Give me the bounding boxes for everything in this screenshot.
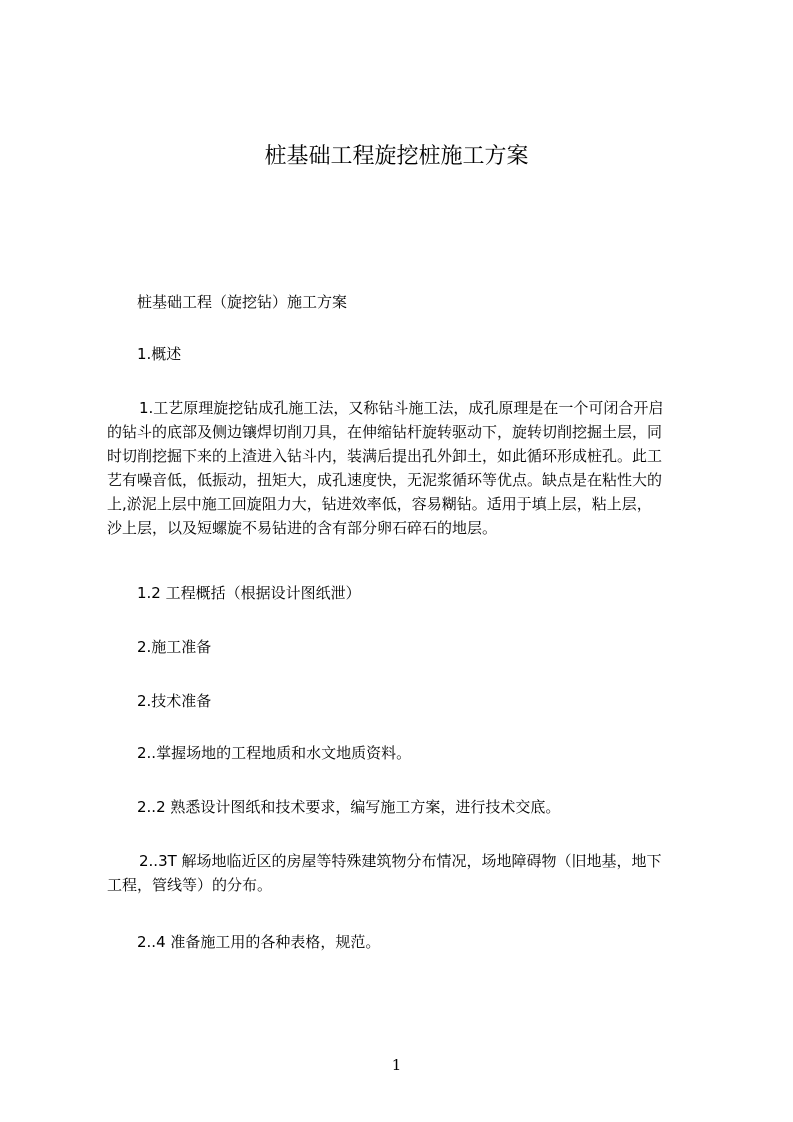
document-title: 桩基础工程旋挖桩施工方案 [264, 144, 529, 169]
paragraph-heading-scheme: 桩基础工程（旋挖钻）施工方案 [137, 293, 348, 311]
text-line: 上,淤泥上层中施工回旋阻力大，钻进效率低，容易糊钻。适用于填上层，粘上层， [107, 495, 652, 513]
text-line: 沙上层，以及短螺旋不易钻进的含有部分卵石碎石的地层。 [107, 519, 498, 537]
section-overview-heading: 1.概述 [137, 345, 182, 363]
section-construction-prep: 2.施工准备 [137, 638, 212, 656]
page-number: 1 [391, 1056, 402, 1074]
section-project-summary: 1.2 工程概括（根据设计图纸泄） [137, 584, 361, 602]
text-line: 工程，管线等）的分布。 [107, 876, 273, 894]
text-line: 2..3T 解场地临近区的房屋等特殊建筑物分布情况，场地障碍物（旧地基，地下 [139, 852, 662, 870]
paragraph-process-principle [107, 396, 699, 540]
text-line: 1.工艺原理旋挖钻成孔施工法，又称钻斗施工法，成孔原理是在一个可闭合开启 [139, 399, 664, 417]
text-line: 的钻斗的底部及侧边镶焊切削刀具，在伸缩钻杆旋转驱动下，旋转切削挖掘土层，同 [107, 423, 663, 441]
paragraph-design-drawings: 2..2 熟悉设计图纸和技术要求，编写施工方案，进行技术交底。 [137, 798, 561, 816]
paragraph-forms-standards: 2..4 准备施工用的各种表格，规范。 [137, 933, 381, 951]
text-line: 艺有噪音低，低振动，扭矩大，成孔速度快，无泥浆循环等优点。缺点是在粘性大的 [107, 471, 663, 489]
paragraph-geology-data: 2..掌握场地的工程地质和水文地质资料。 [137, 744, 412, 762]
text-line: 时切削挖掘下来的上渣进入钻斗内，装满后提出孔外卸土，如此循环形成桩孔。此工 [107, 447, 663, 465]
section-technical-prep: 2.技术准备 [137, 692, 212, 710]
paragraph-site-survey [107, 849, 699, 897]
